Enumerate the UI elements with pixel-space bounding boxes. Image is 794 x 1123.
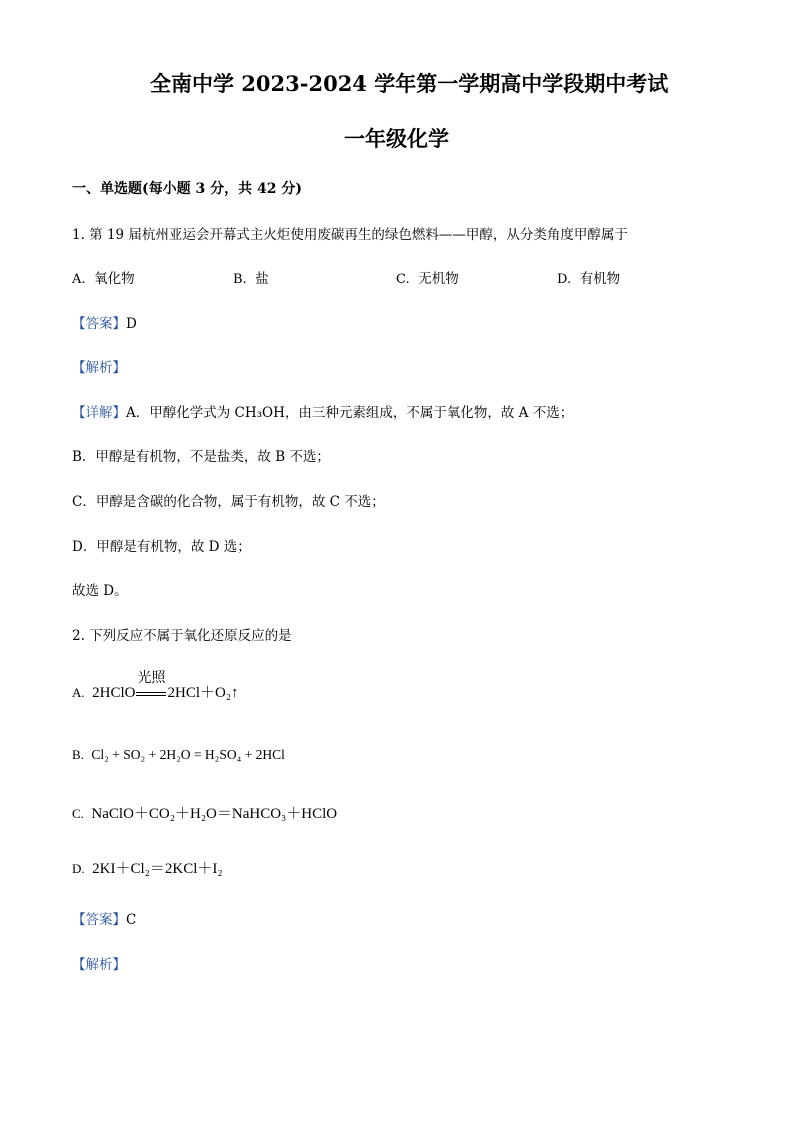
equation-text: 2KI＋Cl₂＝2KCl＋I₂ <box>92 861 223 877</box>
option-letter: C. <box>72 806 84 821</box>
detail-label: 【详解】 <box>72 405 126 421</box>
question-2-stem: 2. 下列反应不属于氧化还原反应的是 <box>72 628 292 644</box>
detail-text: A．甲醇化学式为 CH₃OH，由三种元素组成，不属于氧化物，故 A 不选； <box>126 405 574 421</box>
double-arrow-line <box>136 692 166 696</box>
q1-option-a <box>72 267 135 287</box>
exam-title: 全南中学 2023-2024 学年第一学期高中学段期中考试 <box>150 71 669 96</box>
reaction-condition <box>135 670 167 702</box>
option-letter: A. <box>72 685 85 700</box>
q2-option-c <box>72 802 337 823</box>
q1-option-b <box>233 267 269 287</box>
q1-detail-line-3: C．甲醇是含碳的化合物，属于有机物，故 C 不选； <box>72 494 385 510</box>
section-heading: 一、单选题(每小题 3 分，共 42 分) <box>72 181 302 197</box>
q2-option-b <box>72 747 285 764</box>
condition-text: 光照 <box>137 670 166 686</box>
q1-option-d <box>557 267 620 287</box>
exam-subtitle: 一年级化学 <box>344 126 449 151</box>
option-letter: B. <box>72 747 84 762</box>
answer-value: D <box>126 316 137 332</box>
q1-detail-line-4: D．甲醇是有机物，故 D 选； <box>72 539 251 555</box>
q1-detail-line-1 <box>72 401 573 421</box>
q1-answer <box>72 312 137 332</box>
answer-label: 【答案】 <box>72 316 126 332</box>
q2-option-d <box>72 857 223 878</box>
equation-text: Cl₂ + SO₂ + 2H₂O = H₂SO₄ + 2HCl <box>91 747 285 762</box>
equation-product: 2HCl＋O₂↑ <box>167 685 239 701</box>
equation-reactant: 2HClO <box>92 685 136 701</box>
answer-label: 【答案】 <box>72 912 126 928</box>
q2-option-a <box>72 670 239 702</box>
q1-conclusion: 故选 D。 <box>72 583 128 599</box>
q1-option-c <box>396 267 459 287</box>
option-text: 有机物 <box>579 271 621 287</box>
equation-text: NaClO＋CO₂＋H₂O＝NaHCO₃＋HClO <box>91 806 338 822</box>
answer-value: C <box>126 912 137 928</box>
option-letter: D. <box>72 861 85 876</box>
q2-answer <box>72 908 136 928</box>
option-letter: C. <box>396 272 410 287</box>
option-text: 氧化物 <box>94 271 135 287</box>
q2-analysis-label: 【解析】 <box>72 957 126 973</box>
option-letter: B. <box>233 272 247 287</box>
q1-detail-line-2: B．甲醇是有机物，不是盐类，故 B 不选； <box>72 449 330 465</box>
option-text: 无机物 <box>418 271 459 287</box>
question-1-stem: 1. 第 19 届杭州亚运会开幕式主火炬使用废碳再生的绿色燃料——甲醇，从分类角度甲醇属于 <box>72 227 628 243</box>
option-letter: A. <box>72 272 86 287</box>
option-letter: D. <box>557 272 572 287</box>
q1-analysis-label: 【解析】 <box>72 360 126 376</box>
option-text: 盐 <box>255 271 269 287</box>
